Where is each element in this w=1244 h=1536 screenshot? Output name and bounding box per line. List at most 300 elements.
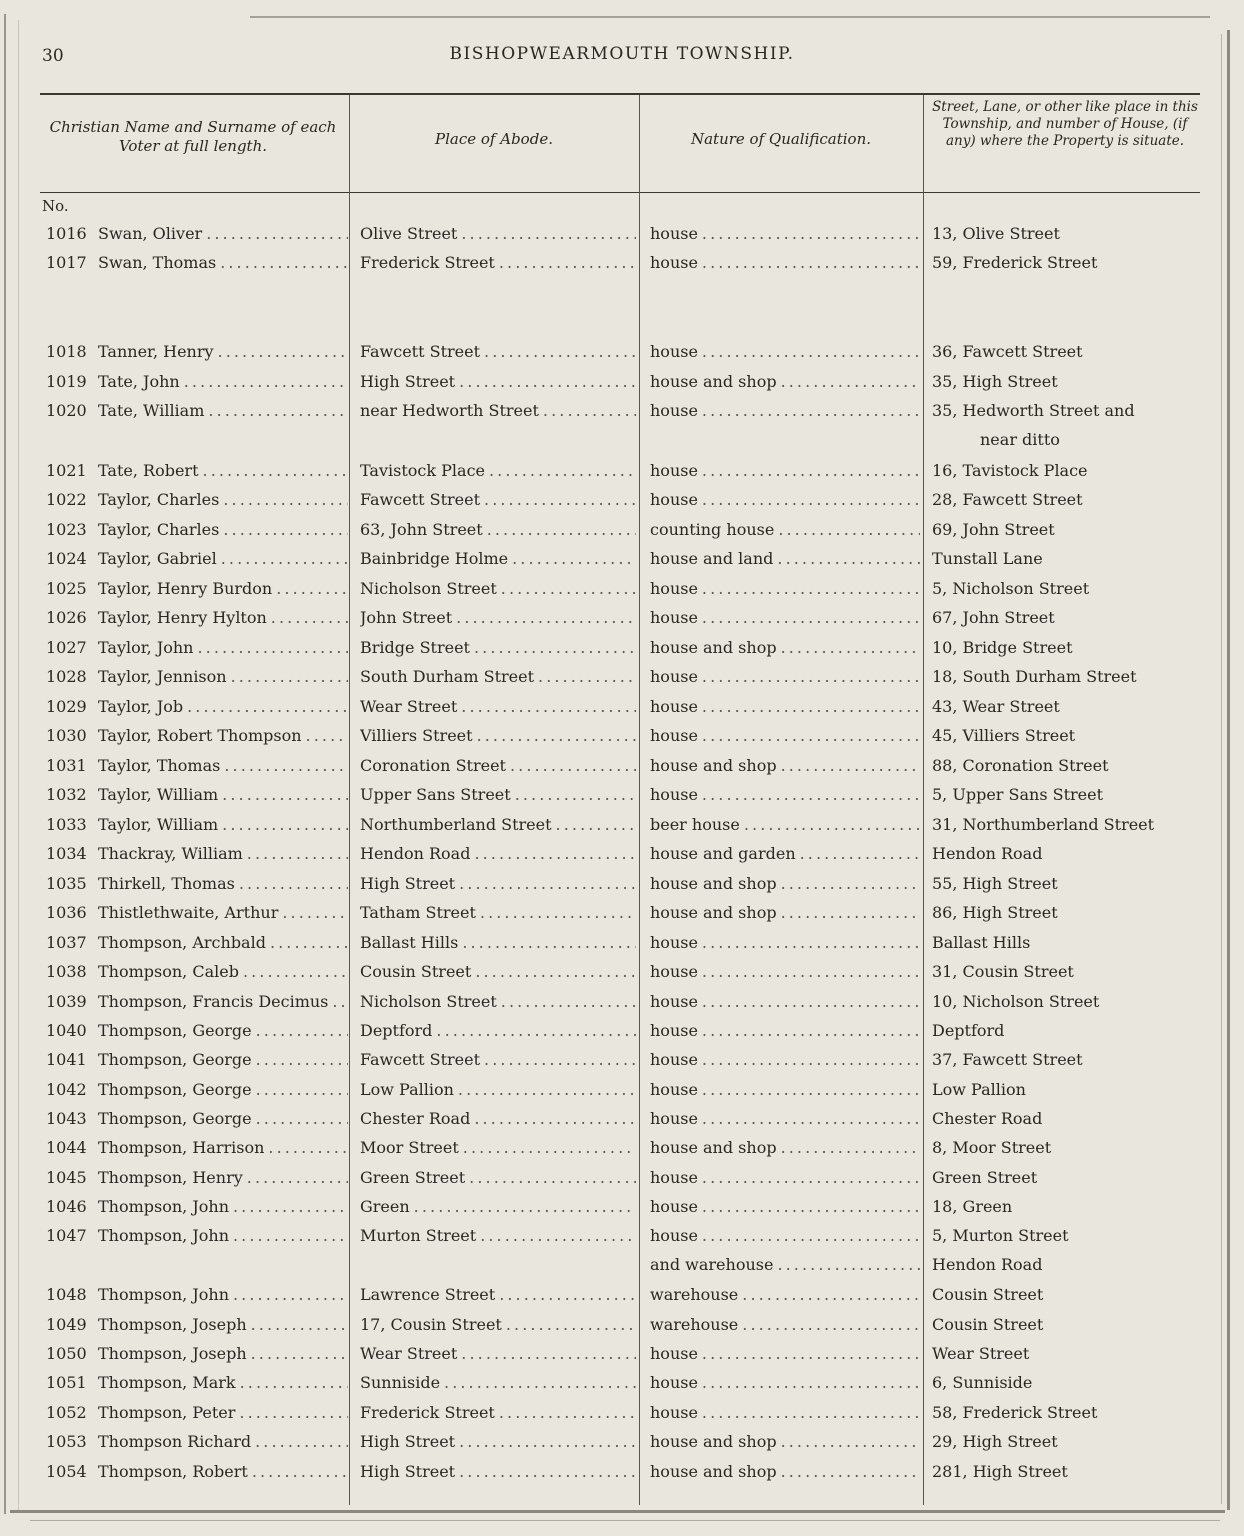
leader-dots: [458, 1080, 636, 1099]
qualification: [650, 844, 920, 863]
qualification-text: house: [650, 342, 698, 361]
voter-row: [0, 697, 1244, 726]
qualification-text: house: [650, 1021, 698, 1040]
qualification: [650, 1403, 920, 1422]
qualification-text: house: [650, 1403, 698, 1422]
property-street: 37, Fawcett Street: [932, 1050, 1083, 1069]
place-of-abode-text: Green: [360, 1197, 410, 1216]
voter-name-text: Thompson, Robert: [98, 1462, 248, 1481]
qualification-text: house: [650, 785, 698, 804]
leader-dots: [208, 401, 348, 420]
place-of-abode-text: Lawrence Street: [360, 1285, 496, 1304]
qualification: [650, 992, 920, 1011]
qualification-text: house: [650, 1050, 698, 1069]
column-header-qualification: Nature of Qualification.: [690, 130, 872, 148]
voter-row: [0, 1080, 1244, 1109]
voter-name: [98, 1138, 348, 1157]
voter-name: [98, 785, 348, 804]
voter-name-text: Taylor, Jennison: [98, 667, 227, 686]
voter-row: [0, 992, 1244, 1021]
leader-dots: [506, 1315, 636, 1334]
qualification: [650, 224, 920, 243]
voter-number: 1039: [46, 992, 87, 1011]
place-of-abode-text: Murton Street: [360, 1226, 477, 1245]
place-of-abode: [360, 874, 636, 893]
leader-dots: [744, 815, 920, 834]
voter-name-text: Thompson, Francis Decimus: [98, 992, 329, 1011]
leader-dots: [233, 1285, 348, 1304]
place-of-abode-text: Wear Street: [360, 1344, 458, 1363]
voter-number: 1033: [46, 815, 87, 834]
leader-dots: [414, 1197, 636, 1216]
property-street: 18, South Durham Street: [932, 667, 1137, 686]
place-of-abode-text: Coronation Street: [360, 756, 506, 775]
voter-row: [0, 1050, 1244, 1079]
leader-dots: [271, 608, 348, 627]
qualification-text: house: [650, 490, 698, 509]
leader-dots: [484, 490, 636, 509]
property-street: 5, Nicholson Street: [932, 579, 1090, 598]
qualification: [650, 490, 920, 509]
voter-number: 1031: [46, 756, 87, 775]
voter-row: [0, 1109, 1244, 1138]
place-of-abode: [360, 933, 636, 952]
place-of-abode: [360, 1168, 636, 1187]
page-edge: [30, 1520, 1220, 1521]
voter-number: 1052: [46, 1403, 87, 1422]
leader-dots: [224, 756, 348, 775]
voter-name: [98, 1285, 348, 1304]
place-of-abode-text: Green Street: [360, 1168, 466, 1187]
voter-name: [98, 962, 348, 981]
voter-number: 1029: [46, 697, 87, 716]
voter-name-text: Taylor, Henry Burdon: [98, 579, 273, 598]
leader-dots: [480, 1226, 636, 1245]
voter-name: [98, 1021, 348, 1040]
leader-dots: [206, 224, 348, 243]
voter-name-text: Thompson, Joseph: [98, 1344, 247, 1363]
leader-dots: [781, 1432, 920, 1451]
leader-dots: [702, 726, 920, 745]
voter-name: [98, 461, 348, 480]
property-street: 69, John Street: [932, 520, 1055, 539]
voter-name: [98, 1109, 348, 1128]
voter-row: [0, 342, 1244, 371]
voter-name: [98, 815, 348, 834]
qualification: [650, 874, 920, 893]
place-of-abode-text: Ballast Hills: [360, 933, 459, 952]
voter-name: [98, 1197, 348, 1216]
voter-name: [98, 874, 348, 893]
qualification-text: beer house: [650, 815, 740, 834]
leader-dots: [306, 726, 348, 745]
leader-dots: [702, 962, 920, 981]
qualification: [650, 401, 920, 420]
place-of-abode-text: Moor Street: [360, 1138, 459, 1157]
place-of-abode: [360, 490, 636, 509]
voter-number: 1022: [46, 490, 87, 509]
voter-name: [98, 638, 348, 657]
leader-dots: [256, 1050, 348, 1069]
place-of-abode-text: Tatham Street: [360, 903, 476, 922]
voter-name: [98, 1080, 348, 1099]
qualification: [650, 1226, 920, 1245]
property-street-continuation: near ditto: [980, 430, 1060, 449]
place-of-abode: [360, 1285, 636, 1304]
voter-number: 1023: [46, 520, 87, 539]
voter-name: [98, 372, 348, 391]
qualification-text: house: [650, 1197, 698, 1216]
place-of-abode-text: Hendon Road: [360, 844, 471, 863]
voter-row: [0, 1315, 1244, 1344]
voter-row: [0, 756, 1244, 785]
qualification-text: house and shop: [650, 1138, 777, 1157]
voter-number: 1040: [46, 1021, 87, 1040]
voter-name: [98, 490, 348, 509]
leader-dots: [469, 1168, 636, 1187]
leader-dots: [233, 1226, 348, 1245]
voter-row: [0, 461, 1244, 490]
qualification-text: house: [650, 1109, 698, 1128]
leader-dots: [781, 372, 920, 391]
leader-dots: [255, 1432, 348, 1451]
property-street: 16, Tavistock Place: [932, 461, 1088, 480]
voter-name-text: Taylor, Robert Thompson: [98, 726, 302, 745]
voter-number: 1018: [46, 342, 87, 361]
place-of-abode-text: Sunniside: [360, 1373, 441, 1392]
leader-dots: [239, 1403, 348, 1422]
place-of-abode: [360, 756, 636, 775]
voter-name: [98, 1373, 348, 1392]
leader-dots: [781, 903, 920, 922]
place-of-abode: [360, 520, 636, 539]
voter-number: 1053: [46, 1432, 87, 1451]
voter-row: [0, 874, 1244, 903]
voter-name: [98, 608, 348, 627]
place-of-abode-text: High Street: [360, 874, 456, 893]
leader-dots: [702, 342, 920, 361]
place-of-abode-text: Fawcett Street: [360, 1050, 481, 1069]
qualification: [650, 1138, 920, 1157]
leader-dots: [477, 726, 636, 745]
leader-dots: [461, 697, 636, 716]
qualification-text: warehouse: [650, 1285, 739, 1304]
voter-name: [98, 224, 348, 243]
qualification: [650, 372, 920, 391]
qualification: [650, 756, 920, 775]
voter-row: [0, 520, 1244, 549]
voter-row: [0, 815, 1244, 844]
voter-row: [0, 667, 1244, 696]
leader-dots: [247, 1168, 348, 1187]
qualification-text: house: [650, 667, 698, 686]
voter-number: 1036: [46, 903, 87, 922]
leader-dots: [231, 667, 348, 686]
voter-name: [98, 1168, 348, 1187]
leader-dots: [239, 874, 348, 893]
voter-name-text: Taylor, Thomas: [98, 756, 221, 775]
voter-number: 1017: [46, 253, 87, 272]
leader-dots: [702, 461, 920, 480]
voter-number: 1021: [46, 461, 87, 480]
voter-name-text: Swan, Thomas: [98, 253, 217, 272]
leader-dots: [778, 520, 920, 539]
property-street: 58, Frederick Street: [932, 1403, 1098, 1422]
leader-dots: [256, 1080, 348, 1099]
voter-name-text: Thompson, John: [98, 1226, 229, 1245]
voter-name-text: Taylor, Charles: [98, 520, 220, 539]
leader-dots: [475, 962, 636, 981]
leader-dots: [510, 756, 636, 775]
voter-number: 1028: [46, 667, 87, 686]
qualification-text: house: [650, 1226, 698, 1245]
qualification-text: house: [650, 933, 698, 952]
qualification-text: house: [650, 401, 698, 420]
qualification: [650, 1109, 920, 1128]
qualification: [650, 1021, 920, 1040]
place-of-abode: [360, 785, 636, 804]
leader-dots: [702, 579, 920, 598]
leader-dots: [501, 992, 636, 1011]
page-title: BISHOPWEARMOUTH TOWNSHIP.: [449, 44, 795, 64]
voter-name-text: Thompson, Peter: [98, 1403, 236, 1422]
leader-dots: [515, 785, 636, 804]
voter-row: [0, 726, 1244, 755]
place-of-abode: [360, 903, 636, 922]
leader-dots: [252, 1462, 348, 1481]
voter-name: [98, 726, 348, 745]
voter-name-text: Thompson, Archbald: [98, 933, 266, 952]
leader-dots: [474, 844, 636, 863]
qualification: [650, 933, 920, 952]
voter-name-text: Thompson, Joseph: [98, 1315, 247, 1334]
qualification-text: house and shop: [650, 1462, 777, 1481]
voter-row: [0, 903, 1244, 932]
voter-row: [0, 1403, 1244, 1432]
voter-name: [98, 697, 348, 716]
qualification-text: counting house: [650, 520, 775, 539]
voter-name-text: Taylor, Job: [98, 697, 184, 716]
voter-name-text: Tanner, Henry: [98, 342, 214, 361]
column-header-name: Christian Name and Surname of each Voter at full length.: [49, 118, 337, 155]
voter-row: [0, 1226, 1244, 1255]
leader-dots: [487, 520, 636, 539]
property-street: Ballast Hills: [932, 933, 1031, 952]
place-of-abode-text: Nicholson Street: [360, 579, 497, 598]
voter-row: [0, 1285, 1244, 1314]
qualification: [650, 667, 920, 686]
leader-dots: [222, 785, 348, 804]
leader-dots: [702, 490, 920, 509]
place-of-abode-text: Cousin Street: [360, 962, 472, 981]
voter-name: [98, 992, 348, 1011]
voter-number: 1042: [46, 1080, 87, 1099]
place-of-abode-text: Bainbridge Holme: [360, 549, 509, 568]
place-of-abode-text: Olive Street: [360, 224, 458, 243]
place-of-abode: [360, 253, 636, 272]
voter-row: [0, 224, 1244, 253]
leader-dots: [484, 342, 636, 361]
place-of-abode: [360, 992, 636, 1011]
voter-name-text: Taylor, William: [98, 785, 219, 804]
voter-number: 1045: [46, 1168, 87, 1187]
place-of-abode-text: Frederick Street: [360, 1403, 495, 1422]
voter-name-text: Thirkell, Thomas: [98, 874, 235, 893]
voter-name: [98, 579, 348, 598]
voter-number: 1043: [46, 1109, 87, 1128]
place-of-abode-text: John Street: [360, 608, 453, 627]
voter-row: [0, 962, 1244, 991]
voter-row: [0, 401, 1244, 430]
voter-name-text: Thackray, William: [98, 844, 243, 863]
leader-dots: [702, 1197, 920, 1216]
voter-row: [0, 1138, 1244, 1167]
leader-dots: [233, 1197, 348, 1216]
qualification: [650, 1432, 920, 1451]
voter-name: [98, 1403, 348, 1422]
leader-dots: [501, 579, 636, 598]
qualification-continuation: [650, 1255, 920, 1274]
property-street: 88, Coronation Street: [932, 756, 1109, 775]
qualification-text: house and garden: [650, 844, 796, 863]
voter-number: 1047: [46, 1226, 87, 1245]
qualification-text: house and land: [650, 549, 774, 568]
leader-dots: [251, 1315, 348, 1334]
leader-dots: [461, 224, 636, 243]
voter-name-text: Thompson Richard: [98, 1432, 252, 1451]
property-street: 10, Nicholson Street: [932, 992, 1100, 1011]
voter-number: 1026: [46, 608, 87, 627]
voter-name-text: Thompson, Harrison: [98, 1138, 265, 1157]
property-street: 43, Wear Street: [932, 697, 1060, 716]
leader-dots: [268, 1138, 348, 1157]
leader-dots: [456, 608, 636, 627]
qualification-text: house: [650, 253, 698, 272]
place-of-abode-text: near Hedworth Street: [360, 401, 539, 420]
property-street: 55, High Street: [932, 874, 1058, 893]
qualification-text: house: [650, 992, 698, 1011]
voter-name-text: Taylor, John: [98, 638, 194, 657]
voter-row: [0, 933, 1244, 962]
qualification-text: house and shop: [650, 638, 777, 657]
leader-dots: [702, 1021, 920, 1040]
qualification: [650, 1080, 920, 1099]
place-of-abode: [360, 844, 636, 863]
place-of-abode: [360, 1344, 636, 1363]
qualification: [650, 903, 920, 922]
voter-name: [98, 1462, 348, 1481]
leader-dots: [222, 815, 348, 834]
place-of-abode: [360, 549, 636, 568]
voter-name: [98, 253, 348, 272]
qualification-text: house and shop: [650, 903, 777, 922]
property-street: 28, Fawcett Street: [932, 490, 1083, 509]
leader-dots: [556, 815, 636, 834]
leader-dots: [702, 401, 920, 420]
place-of-abode: [360, 401, 636, 420]
place-of-abode: [360, 667, 636, 686]
leader-dots: [800, 844, 920, 863]
voter-number: 1030: [46, 726, 87, 745]
qualification: [650, 549, 920, 568]
leader-dots: [459, 1432, 636, 1451]
qualification: [650, 608, 920, 627]
leader-dots: [742, 1285, 920, 1304]
leader-dots: [702, 992, 920, 1011]
voter-number: 1046: [46, 1197, 87, 1216]
property-street: 31, Northumberland Street: [932, 815, 1155, 834]
voter-row: [0, 490, 1244, 519]
place-of-abode-text: Nicholson Street: [360, 992, 497, 1011]
voter-name-text: Thompson, John: [98, 1197, 229, 1216]
voter-name: [98, 1315, 348, 1334]
place-of-abode: [360, 342, 636, 361]
place-of-abode: [360, 372, 636, 391]
place-of-abode-text: High Street: [360, 1462, 456, 1481]
place-of-abode-text: 17, Cousin Street: [360, 1315, 502, 1334]
page-edge: [10, 1510, 1225, 1513]
voter-number: 1041: [46, 1050, 87, 1069]
leader-dots: [781, 756, 920, 775]
column-header-street: Street, Lane, or other like place in this Township, and number of House, (if any) where the Property is situate.: [932, 99, 1198, 149]
leader-dots: [512, 549, 636, 568]
voter-name: [98, 1050, 348, 1069]
voter-name-text: Tate, Robert: [98, 461, 199, 480]
qualification: [650, 1285, 920, 1304]
header-top-rule: [40, 93, 1200, 95]
property-street: Green Street: [932, 1168, 1038, 1187]
leader-dots: [480, 903, 636, 922]
property-street: 10, Bridge Street: [932, 638, 1073, 657]
place-of-abode-text: Bridge Street: [360, 638, 470, 657]
leader-dots: [499, 253, 636, 272]
qualification-text: house: [650, 608, 698, 627]
voter-row: [0, 1432, 1244, 1461]
property-street: 86, High Street: [932, 903, 1058, 922]
property-street: 13, Olive Street: [932, 224, 1060, 243]
place-of-abode: [360, 638, 636, 657]
voter-name: [98, 933, 348, 952]
leader-dots: [543, 401, 636, 420]
leader-dots: [444, 1373, 636, 1392]
voter-row: [0, 608, 1244, 637]
voter-name-text: Taylor, Henry Hylton: [98, 608, 267, 627]
place-of-abode: [360, 1197, 636, 1216]
voter-name: [98, 401, 348, 420]
property-street: 8, Moor Street: [932, 1138, 1052, 1157]
place-of-abode-text: Fawcett Street: [360, 342, 481, 361]
leader-dots: [499, 1403, 636, 1422]
property-street: 45, Villiers Street: [932, 726, 1076, 745]
leader-dots: [499, 1285, 636, 1304]
leader-dots: [702, 785, 920, 804]
leader-dots: [702, 1344, 920, 1363]
place-of-abode: [360, 1021, 636, 1040]
place-of-abode: [360, 608, 636, 627]
leader-dots: [459, 1462, 636, 1481]
qualification: [650, 726, 920, 745]
property-street: 29, High Street: [932, 1432, 1058, 1451]
property-street: Low Pallion: [932, 1080, 1026, 1099]
leader-dots: [484, 1050, 636, 1069]
qualification-text: house: [650, 461, 698, 480]
number-column-label: No.: [42, 197, 69, 215]
qualification: [650, 1315, 920, 1334]
property-street: Wear Street: [932, 1344, 1030, 1363]
page-number: 30: [42, 46, 64, 66]
leader-dots: [702, 667, 920, 686]
leader-dots: [247, 844, 348, 863]
